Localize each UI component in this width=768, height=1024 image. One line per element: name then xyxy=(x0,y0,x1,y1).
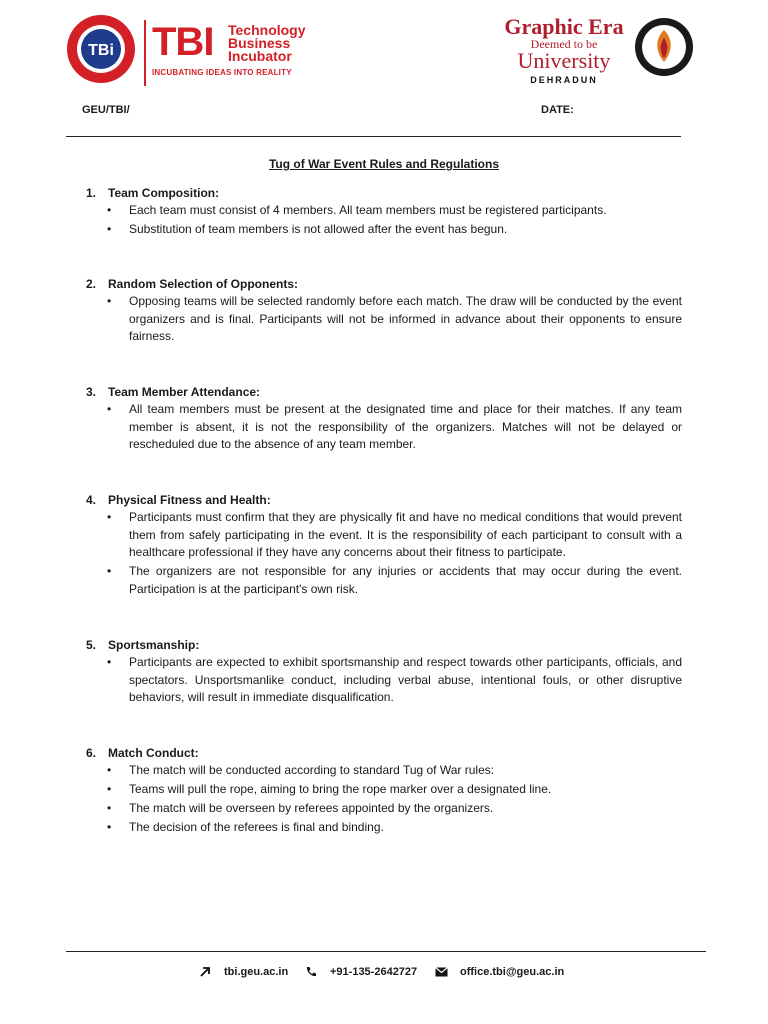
section-number: 5. xyxy=(86,638,97,652)
tbi-wordmark xyxy=(228,24,306,63)
header-rule xyxy=(66,136,681,137)
section-attendance xyxy=(86,383,682,455)
section-match-conduct xyxy=(86,744,682,838)
arrow-icon xyxy=(198,965,212,979)
section-title: Sportsmanship: xyxy=(108,638,200,652)
section-random-selection xyxy=(86,275,682,347)
footer-phone[interactable] xyxy=(304,963,417,981)
bullet-item: • Teams will pull the rope, aiming to bring the rope marker over a designated line. xyxy=(86,781,682,799)
bullet-item: • The match will be conducted according to standard Tug of War rules: xyxy=(86,762,682,780)
bullet-item: • The match will be overseen by referees appointed by the organizers. xyxy=(86,800,682,818)
bullet-list xyxy=(86,762,682,837)
tbi-word: Incubator xyxy=(228,48,292,64)
footer-rule xyxy=(66,951,706,952)
date-label: DATE: xyxy=(541,104,574,116)
tbi-word: Business xyxy=(228,35,291,51)
bullet-item: • Each team must consist of 4 members. All team members must be registered participants. xyxy=(86,202,682,220)
reference-number: GEU/TBI/ xyxy=(82,104,130,116)
section-heading xyxy=(86,184,682,202)
section-team-composition xyxy=(86,184,682,240)
section-heading xyxy=(86,744,682,762)
section-heading xyxy=(86,491,682,509)
bullet-list xyxy=(86,202,682,239)
email-address[interactable]: office.tbi@geu.ac.in xyxy=(460,966,565,978)
bullet-list xyxy=(86,509,682,598)
phone-number[interactable]: +91-135-2642727 xyxy=(330,966,418,978)
logo-divider xyxy=(144,20,146,86)
section-title: Match Conduct: xyxy=(108,746,199,760)
section-number: 1. xyxy=(86,186,97,200)
tbi-tagline: INCUBATING IDEAS INTO REALITY xyxy=(152,68,292,77)
bullet-item: • The decision of the referees is final and binding. xyxy=(86,819,682,837)
section-sportsmanship xyxy=(86,636,682,708)
section-heading xyxy=(86,275,682,293)
bullet-item: • Substitution of team members is not allowed after the event has begun. xyxy=(86,221,682,239)
geu-line: Graphic Era xyxy=(504,14,624,39)
section-heading xyxy=(86,636,682,654)
bullet-list xyxy=(86,654,682,707)
geu-logo xyxy=(500,14,700,85)
geu-line: DEHRADUN xyxy=(530,75,598,85)
bullet-list xyxy=(86,401,682,454)
document-title: Tug of War Event Rules and Regulations xyxy=(268,157,499,171)
bullet-item: • All team members must be present at the designated time and place for their matches. If any team member is absent, it is not the responsibility of the organizers. Matches will not be delayed or rescheduled due to the absence of any team member. xyxy=(86,401,682,454)
footer-website[interactable] xyxy=(198,963,288,981)
geu-seal-icon xyxy=(634,16,694,78)
geu-line: Deemed to be xyxy=(530,37,598,51)
section-number: 3. xyxy=(86,385,97,399)
section-number: 2. xyxy=(86,277,97,291)
tbi-logo xyxy=(66,14,316,86)
tbi-word: Technology xyxy=(228,22,306,38)
section-title: Random Selection of Opponents: xyxy=(108,277,299,291)
tbi-mark: TBI xyxy=(152,20,214,64)
section-title: Physical Fitness and Health: xyxy=(108,493,271,507)
website-link[interactable]: tbi.geu.ac.in xyxy=(224,966,289,978)
tbi-seal-icon xyxy=(66,14,136,84)
bullet-item: • The organizers are not responsible for any injuries or accidents that may occur during the event. Participation is at the participant's own risk. xyxy=(86,563,682,598)
section-heading xyxy=(86,383,682,401)
section-number: 4. xyxy=(86,493,97,507)
footer-contacts xyxy=(0,963,768,981)
bullet-list xyxy=(86,293,682,346)
section-title: Team Composition: xyxy=(108,186,220,200)
svg-text:TBi: TBi xyxy=(88,42,114,59)
geu-line: University xyxy=(517,48,611,73)
geu-wordmark xyxy=(500,16,628,85)
section-number: 6. xyxy=(86,746,97,760)
footer-email[interactable] xyxy=(434,963,564,981)
phone-icon xyxy=(304,965,318,979)
mail-icon xyxy=(434,965,448,979)
bullet-item: • Opposing teams will be selected randomly before each match. The draw will be conducted by the event organizers and is final. Participants will not be informed in advance about their opponents to ensure fairness. xyxy=(86,293,682,346)
section-fitness xyxy=(86,491,682,600)
bullet-item: • Participants must confirm that they are physically fit and have no medical conditions that would prevent them from safely participating in the event. It is the responsibility of each participant to consult with a healthcare professional if they have any concerns about their fitness to participate. xyxy=(86,509,682,562)
section-title: Team Member Attendance: xyxy=(108,385,261,399)
bullet-item: • Participants are expected to exhibit sportsmanship and respect towards other participants, officials, and spectators. Unsportsmanlike conduct, including verbal abuse, intentional fouls, or other disruptive behaviors, will result in immediate disqualification. xyxy=(86,654,682,707)
